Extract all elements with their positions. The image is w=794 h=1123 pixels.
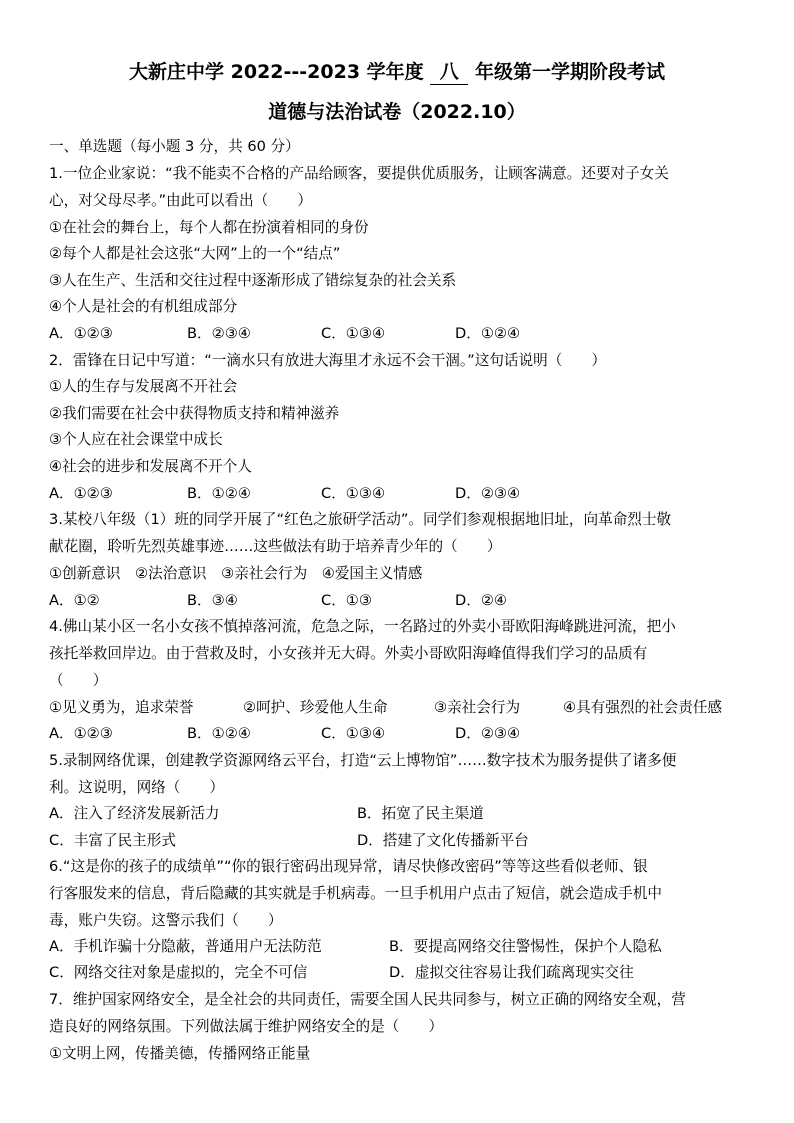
q1-item: ①在社会的舞台上，每个人都在扮演着相同的身份 xyxy=(49,219,369,236)
q3-stem-line: 献花圈，聆听先烈英雄事迹……这些做法有助于培养青少年的（ ） xyxy=(49,538,502,555)
title-prefix: 大新庄中学 2022---2023 学年度 xyxy=(129,61,424,83)
q5-option-a[interactable]: A．注入了经济发展新活力 xyxy=(49,805,220,822)
q4-option-a[interactable]: A．①②③ xyxy=(49,725,113,742)
q4-option-d[interactable]: D．②③④ xyxy=(455,725,521,742)
q2-item: ②我们需要在社会中获得物质支持和精神滋养 xyxy=(49,405,340,422)
q6-option-d[interactable]: D．虚拟交往容易让我们疏离现实交往 xyxy=(389,964,634,981)
q5-stem-line: 利。这说明，网络（ ） xyxy=(49,779,225,796)
q2-item: ③个人应在社会课堂中成长 xyxy=(49,431,223,448)
q5-option-c[interactable]: C．丰富了民主形式 xyxy=(49,832,176,849)
q6-stem-line: 行客服发来的信息，背后隐藏的其实就是手机病毒。一旦手机用户点击了短信，就会造成手机中 xyxy=(49,885,662,902)
grade-blank: 八 xyxy=(430,57,468,85)
q4-item: ①见义勇为，追求荣誉 xyxy=(49,699,194,716)
q4-stem-line: （ ） xyxy=(49,672,108,689)
q3-item: ①创新意识 ②法治意识 ③亲社会行为 ④爱国主义情感 xyxy=(49,565,423,582)
q7-item: ①文明上网，传播美德，传播网络正能量 xyxy=(49,1045,311,1062)
q2-option-a[interactable]: A．①②③ xyxy=(49,485,113,502)
q1-item: ④个人是社会的有机组成部分 xyxy=(49,298,238,315)
q2-option-c[interactable]: C．①③④ xyxy=(321,485,386,502)
exam-title xyxy=(0,57,794,85)
title-suffix: 年级第一学期阶段考试 xyxy=(474,61,665,83)
q5-option-b[interactable]: B．拓宽了民主渠道 xyxy=(357,805,484,822)
q2-item: ①人的生存与发展离不开社会 xyxy=(49,378,238,395)
q3-stem-line: 3.某校八年级（1）班的同学开展了“红色之旅研学活动”。同学们参观根据地旧址，向革命烈士敬 xyxy=(49,511,672,528)
q3-option-b[interactable]: B．③④ xyxy=(187,592,238,609)
q3-option-d[interactable]: D．②④ xyxy=(455,592,507,609)
q1-option-a[interactable]: A．①②③ xyxy=(49,325,113,342)
q6-option-a[interactable]: A．手机诈骗十分隐蔽，普通用户无法防范 xyxy=(49,938,322,955)
q3-option-a[interactable]: A．①② xyxy=(49,592,100,609)
q7-stem-line: 造良好的网络氛围。下列做法属于维护网络安全的是（ ） xyxy=(49,1018,444,1035)
q4-item: ③亲社会行为 xyxy=(434,699,521,716)
q5-stem-line: 5.录制网络优课，创建教学资源网络云平台，打造“云上博物馆”……数字技术为服务提供了诸多便 xyxy=(49,752,677,769)
q1-option-b[interactable]: B．②③④ xyxy=(187,325,251,342)
q1-option-c[interactable]: C．①③④ xyxy=(321,325,386,342)
q6-stem-line: 6.“这是你的孩子的成绩单”“你的银行密码出现异常，请尽快修改密码”等等这些看似老师、银 xyxy=(49,858,648,875)
q1-stem-line: 心，对父母尽孝。”由此可以看出（ ） xyxy=(49,192,312,209)
q6-option-c[interactable]: C．网络交往对象是虚拟的，完全不可信 xyxy=(49,964,308,981)
exam-subtitle: 道德与法治试卷（2022.10） xyxy=(268,101,526,123)
q4-option-c[interactable]: C．①③④ xyxy=(321,725,386,742)
q4-item: ②呵护、珍爱他人生命 xyxy=(243,699,388,716)
q2-stem-line: 2．雷锋在日记中写道：“一滴水只有放进大海里才永远不会干涸。”这句话说明（ ） xyxy=(49,352,607,369)
q5-option-d[interactable]: D．搭建了文化传播新平台 xyxy=(357,832,529,849)
q1-option-d[interactable]: D．①②④ xyxy=(455,325,521,342)
q4-option-b[interactable]: B．①②④ xyxy=(187,725,251,742)
q1-item: ②每个人都是社会这张“大网”上的一个“结点” xyxy=(49,245,341,262)
section-heading: 一、单选题（每小题 3 分，共 60 分） xyxy=(49,138,300,155)
q2-option-b[interactable]: B．①②④ xyxy=(187,485,251,502)
q4-stem-line: 4.佛山某小区一名小女孩不慎掉落河流，危急之际，一名路过的外卖小哥欧阳海峰跳进河流，把小 xyxy=(49,618,676,635)
q7-stem-line: 7．维护国家网络安全，是全社会的共同责任，需要全国人民共同参与，树立正确的网络安全观，营 xyxy=(49,991,686,1008)
q1-item: ③人在生产、生活和交往过程中逐渐形成了错综复杂的社会关系 xyxy=(49,272,457,289)
q1-stem-line: 1.一位企业家说：“我不能卖不合格的产品给顾客，要提供优质服务，让顾客满意。还要对子女关 xyxy=(49,165,669,182)
q3-option-c[interactable]: C．①③ xyxy=(321,592,372,609)
q6-stem-line: 毒，账户失窃。这警示我们（ ） xyxy=(49,912,283,929)
q2-option-d[interactable]: D．②③④ xyxy=(455,485,521,502)
q4-item: ④具有强烈的社会责任感 xyxy=(563,699,723,716)
q4-stem-line: 孩托举救回岸边。由于营救及时，小女孩并无大碍。外卖小哥欧阳海峰值得我们学习的品质有 xyxy=(49,645,648,662)
q6-option-b[interactable]: B．要提高网络交往警惕性，保护个人隐私 xyxy=(389,938,662,955)
q2-item: ④社会的进步和发展离不开个人 xyxy=(49,458,252,475)
